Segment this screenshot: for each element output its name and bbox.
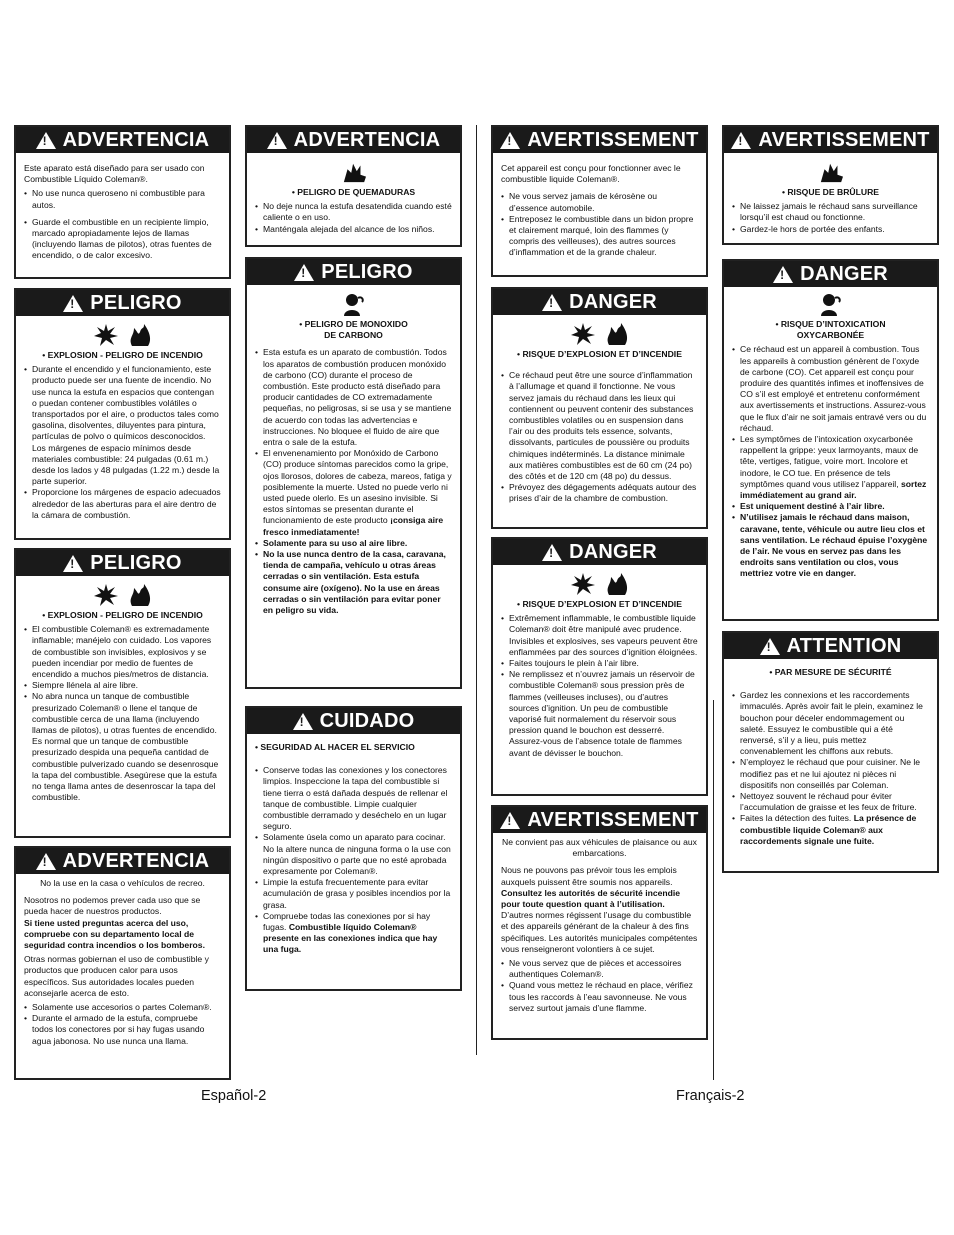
box-text: Nosotros no podemos prever cada uso que se pueda hacer de nuestros productos.	[24, 895, 201, 917]
list-item: • No use nunca queroseno ni combustible para autos.	[24, 188, 221, 210]
list-item: • Les symptômes de l’intoxication oxycarbonée rappellent la grippe: yeux larmoyants, maux de tête, vertiges, fatigue, voire mort. Incolore et inodore, le CO tue. En présence de tels symptômes quand vous utilisez l’appareil, sortez immédiatement au grand air.	[732, 434, 929, 501]
es-advertencia-burn-box	[245, 125, 462, 247]
list-item: • No deje nunca la estufa desatendida cuando esté caliente o en uso.	[255, 201, 452, 223]
fr-attention-box	[722, 631, 939, 873]
es-peligro-explosion-box	[14, 288, 231, 540]
warning-triangle-icon	[294, 264, 314, 281]
box-title: PELIGRO	[90, 292, 182, 314]
list-item: • N’employez le réchaud que pour cuisiner. Ne le modifiez pas et ne lui ajoutez ni pièces ni dispositifs non conseillés par Coleman.	[732, 757, 929, 791]
list-item: • Solamente úsela como un aparato para cocinar. No la altere nunca de ninguna forma o la use con ningún dispositivo o parte que no esté aprobada expresamente por Coleman®.	[255, 832, 452, 877]
column-divider	[476, 125, 477, 1055]
burn-hand-icon	[342, 161, 366, 183]
danger-header	[247, 259, 460, 285]
box-subtitle: OXYCARBONÉE	[796, 330, 865, 341]
warning-header	[16, 127, 229, 153]
fire-icon	[605, 573, 629, 595]
hazard-icons	[255, 161, 452, 183]
list-item: • Faites toujours le plein à l’air libre.	[501, 658, 698, 669]
warning-triangle-icon	[773, 266, 793, 283]
hazard-icons	[501, 573, 698, 595]
warning-triangle-icon	[542, 544, 562, 561]
warning-triangle-icon	[36, 132, 56, 149]
fr-danger-co-box	[722, 259, 939, 621]
caution-header	[724, 633, 937, 659]
box-title: ADVERTENCIA	[293, 129, 441, 151]
list-item: • Durante el armado de la estufa, compruebe todos los conectores por si hay fugas usando agua jabonosa. No use nunca una llama.	[24, 1013, 221, 1047]
burn-hand-icon	[819, 161, 843, 183]
list-item: • Entreposez le combustible dans un bidon propre et clairement marqué, loin des flammes (y compris des veilleuses), des autres sources d’inflammation et de la grande chaleur.	[501, 214, 698, 259]
list-item: • El envenenamiento por Monóxido de Carbono (CO) produce síntomas parecidos como la gripe, ojos llorosos, dolores de cabeza, mareos, fatiga y posiblemente la muerte. Usted no puede verlo ni usted puede olerlo. Es un asesino invisible. Si estos síntomas se presentan durante el funcionamiento de este producto ¡consiga aire fresco inmediatamente!	[255, 448, 452, 538]
box-subtitle: • RISQUE D’INTOXICATION	[775, 319, 886, 329]
fr-danger-explosion-box	[491, 287, 708, 529]
warning-triangle-icon	[760, 638, 780, 655]
list-item: • Manténgala alejada del alcance de los niños.	[255, 224, 452, 235]
warning-header	[247, 127, 460, 153]
list-item: • Faites la détection des fuites. La présence de combustible liquide Coleman® aux raccordements signale une fuite.	[732, 813, 929, 847]
list-item: • Limpie la estufa frecuentemente para evitar acumulación de grasa y posibles incendios por la grasa.	[255, 877, 452, 911]
list-item: • Ce réchaud est un appareil à combustion. Tous les appareils à combustion génèrent de l’oxyde de carbone (CO). Cet appareil est conçu pour produire des quantités infimes et inoffensives de CO s’il est employé et entretenu conformément aux avertissements et instructions. Assurez-vous que le flux d’air ne soit jamais entravé vers ou du réchaud.	[732, 344, 929, 434]
warning-triangle-icon	[500, 132, 520, 149]
list-item: • Extrêmement inflammable, le combustible liquide Coleman® doit être manipulé avec prudence. Invisibles et explosives, ses vapeurs peuvent être enflammées par des sources d’ignition éloignées.	[501, 613, 698, 658]
warning-header	[493, 807, 706, 833]
list-item: • Solamente para su uso al aire libre.	[255, 538, 452, 549]
column-divider	[713, 700, 714, 1080]
box-subtitle: • RISQUE D’EXPLOSION ET D’INCENDIE	[517, 349, 682, 359]
box-title: ADVERTENCIA	[62, 850, 210, 872]
list-item: • No la use nunca dentro de la casa, caravana, tienda de campaña, vehículo u otras áreas cerradas o sin ventilación. Esta estufa consume aire (oxígeno). No la use en áreas cerradas o sin ventilación para evitar poner en peligro su vida.	[255, 549, 452, 616]
box-subtitle: • EXPLOSION - PELIGRO DE INCENDIO	[42, 610, 203, 620]
es-peligro-fuel-box	[14, 548, 231, 838]
list-item: • Ne remplissez et n’ouvrez jamais un réservoir de combustible Coleman® sous pression près de flammes (veilleuses incluses), ou d’autres sources d’ignition. Un peu de combustible vaporisé fuit normalement du réservoir sous pression quand le bouchon est desserré. Assurez-vous de l’absence totale de flammes avant de dévisser le bouchon.	[501, 669, 698, 759]
hazard-icons	[732, 161, 929, 183]
list-item: • Ne vous servez que de pièces et accessoires authentiques Coleman®.	[501, 958, 698, 980]
es-advertencia-fuel-box	[14, 125, 231, 279]
box-subtitle: • RISQUE D’EXPLOSION ET D’INCENDIE	[517, 599, 682, 609]
box-title: DANGER	[800, 263, 888, 285]
list-item: • Siempre llénela al aire libre.	[24, 680, 221, 691]
es-advertencia-use-box	[14, 846, 231, 1080]
box-subtitle: DE CARBONO	[324, 330, 383, 341]
hazard-icons	[732, 293, 929, 315]
box-text: No la use en la casa o vehículos de recreo.	[40, 878, 205, 888]
fr-avertissement-burn-box	[722, 125, 939, 245]
list-item: • Compruebe todas las conexiones por si hay fugas. Combustible líquido Coleman® presente en las conexiones indica que hay una fuga.	[255, 911, 452, 956]
warning-triangle-icon	[293, 713, 313, 730]
list-item: • Ce réchaud peut être une source d’inflammation à l’allumage et quand il fonctionne. Ne vous servez jamais du réchaud dans les lieux qui contiennent ou peuvent contenir des substances combustibles volatiles ou en suspension dans l’air ou des produits tels essence, solvants, dissolvants, particules de poussière ou produits chimiques indéterminés. La distance minimale aux matières combustibles est de 60 cm (24 po) des côtés et de 120 cm (48 po) du dessus.	[501, 370, 698, 482]
es-peligro-co-box	[245, 257, 462, 689]
hazard-icons	[501, 323, 698, 345]
list-item: • Ne laissez jamais le réchaud sans surveillance lorsqu’il est chaud ou fonctionne.	[732, 201, 929, 223]
fire-icon	[128, 324, 152, 346]
hazard-icons	[24, 584, 221, 606]
box-title: AVERTISSEMENT	[758, 129, 930, 151]
explosion-icon	[571, 323, 595, 345]
list-item: • Quand vous mettez le réchaud en place, vérifiez tous les raccords à l’eau savonneuse. Ne vous servez surtout jamais d’une flamme.	[501, 980, 698, 1014]
box-title: DANGER	[569, 541, 657, 563]
list-item: • N’utilisez jamais le réchaud dans maison, caravane, tente, véhicule ou autre lieu clos et sans ventilation. Le réchaud épuise l’oxygène de l’air. Ne vous en servez pas dans les endroits sans ventilation ou clos, vous mettriez votre vie en danger.	[732, 512, 929, 579]
danger-header	[724, 261, 937, 287]
list-item: • Conserve todas las conexiones y los conectores limpios. Inspeccione la tapa del combustible si tiene tierra o está dañada después de rellenar el tanque de combustible. Limpie cualquier combustible derramado y deséchelo en un lugar seguro.	[255, 765, 452, 832]
box-title: AVERTISSEMENT	[527, 809, 699, 831]
explosion-icon	[94, 584, 118, 606]
list-item: • Gardez-le hors de portée des enfants.	[732, 224, 929, 235]
list-item: • Prévoyez des dégagements adéquats autour des prises d’air de la chambre de combustion.	[501, 482, 698, 504]
hazard-icons	[24, 324, 221, 346]
warning-triangle-icon	[63, 555, 83, 572]
box-subtitle: • SEGURIDAD AL HACER EL SERVICIO	[255, 742, 415, 752]
page-number-fr: Français-2	[676, 1088, 745, 1104]
fire-icon	[128, 584, 152, 606]
warning-triangle-icon	[542, 294, 562, 311]
list-item: • Proporcione los márgenes de espacio adecuados alrededor de las aberturas para el aire dentro de la cámara de combustión.	[24, 487, 221, 521]
carbon-monoxide-icon	[819, 293, 843, 315]
box-text: D’autres normes régissent l’usage du combustible et des appareils générant de la chaleur à des fins spécifiques. Les autorités municipales compétentes vous renseigneront volontiers à ce sujet.	[501, 910, 698, 954]
box-subtitle: • EXPLOSION - PELIGRO DE INCENDIO	[42, 350, 203, 360]
list-item: • Durante el encendido y el funcionamiento, este producto puede ser una fuente de incendio. No use nunca la estufa en espacios que contengan o puedan contener combustibles volátiles o transportados por el aire, o productos tales como gasolina, disolventes, diluyentes para pintura, partículas de polvo o químicos desconocidos. Los márgenes de espacio mínimos desde materiales combustible: 24 pulgadas (0.61 m.) desde los lados y 48 pulgadas (1.22 m.) desde la parte superior.	[24, 364, 221, 487]
box-title: ATTENTION	[786, 635, 902, 657]
list-item: • Guarde el combustible en un recipiente limpio, marcado apropiadamente lejos de llamas (incluyendo llamas de pilotos), otras fuentes de encendido, o de calor excesivo.	[24, 217, 221, 262]
box-title: ADVERTENCIA	[62, 129, 210, 151]
box-title: AVERTISSEMENT	[527, 129, 699, 151]
fire-icon	[605, 323, 629, 345]
list-item: • Solamente use accesorios o partes Coleman®.	[24, 1002, 221, 1013]
danger-header	[16, 550, 229, 576]
warning-triangle-icon	[500, 812, 520, 829]
list-item: • Nettoyez souvent le réchaud pour éviter l’accumulation de graisse et les feux de friture.	[732, 791, 929, 813]
danger-header	[493, 289, 706, 315]
box-text-bold: Si tiene usted preguntas acerca del uso, compruebe con su departamento local de seguridad contra incendios o los bomberos.	[24, 917, 205, 951]
caution-header	[247, 708, 460, 734]
box-title: CUIDADO	[319, 710, 415, 732]
warning-triangle-icon	[63, 295, 83, 312]
box-text: Este aparato está diseñado para ser usado con Combustible Líquido Coleman®.	[24, 163, 205, 185]
box-title: DANGER	[569, 291, 657, 313]
warning-header	[493, 127, 706, 153]
page-number-es: Español-2	[201, 1088, 267, 1104]
danger-header	[16, 290, 229, 316]
warning-triangle-icon	[267, 132, 287, 149]
list-item: • Esta estufa es un aparato de combustión. Todos los aparatos de combustión producen monóxido de carbono (CO) durante el proceso de combustión. Este producto está diseñado para producir cantidades de CO extremadamente pequeñas, no peligrosas, si se usa y se mantiene de acuerdo con todas las advertencias e instrucciones. No bloquee el fluido de aire que entra o sale de la estufa.	[255, 347, 452, 448]
box-title: PELIGRO	[90, 552, 182, 574]
explosion-icon	[571, 573, 595, 595]
box-text: Cet appareil est conçu pour fonctionner avec le combustible liquide Coleman®.	[501, 163, 681, 185]
fr-avertissement-use-box	[491, 805, 708, 1040]
fr-danger-fuel-box	[491, 537, 708, 796]
box-subtitle: • PAR MESURE DE SÉCURITÉ	[769, 667, 892, 677]
box-title: PELIGRO	[321, 261, 413, 283]
hazard-icons	[255, 293, 452, 315]
warning-triangle-icon	[36, 853, 56, 870]
carbon-monoxide-icon	[342, 293, 366, 315]
warning-header	[724, 127, 937, 153]
box-subtitle: • RISQUE DE BRÛLURE	[781, 187, 880, 197]
list-item: • El combustible Coleman® es extremadamente inflamable; manéjelo con cuidado. Los vapores de combustible son invisibles, explosivos y se pueden incendiar por medio de fuentes de encendido a muchos pies/metros de distancia.	[24, 624, 221, 680]
es-cuidado-box	[245, 706, 462, 991]
box-subtitle: • PELIGRO DE QUEMADURAS	[291, 187, 416, 197]
box-text-bold: Consultez les autorités de sécurité incendie pour toute question quant à l’utilisation.	[501, 887, 681, 910]
fr-avertissement-fuel-box	[491, 125, 708, 277]
box-text: Otras normas gobiernan el uso de combustible y productos que producen calor para usos específicos. Sus autoridades locales pueden aconsejarle acerca de esto.	[24, 954, 209, 998]
warning-header	[16, 848, 229, 874]
warning-triangle-icon	[731, 132, 751, 149]
box-text: Ne convient pas aux véhicules de plaisance ou aux embarcations.	[502, 837, 697, 859]
box-text: Nous ne pouvons pas prévoir tous les emplois auxquels puissent être soumis nos appareils.	[501, 865, 677, 887]
list-item: • Est uniquement destiné à l’air libre.	[732, 501, 929, 512]
explosion-icon	[94, 324, 118, 346]
list-item: • No abra nunca un tanque de combustible presurizado Coleman® o llene el tanque de combustible cerca de una llama (incluyendo llamas de pilotos), u otras fuentes de encendido. Es normal que un tanque de combustible presurizado despida una pequeña cantidad de combustible pulverizado cuando se desenrosque la tapa del combustible. Asegúrese que la estufa no tenga llama antes de desenroscar la tapa del combustible.	[24, 691, 221, 803]
list-item: • Ne vous servez jamais de kérosène ou d’essence automobile.	[501, 191, 698, 213]
list-item: • Gardez les connexions et les raccordements immaculés. Après avoir fait le plein, examinez le bouchon pour déceler endommagement ou saleté. Essuyez le combustible qui a été renversé, s’il y a lieu, puis mettez convenablement les chiffons aux rebuts.	[732, 690, 929, 757]
box-subtitle: • PELIGRO DE MONOXIDO	[299, 319, 408, 329]
danger-header	[493, 539, 706, 565]
